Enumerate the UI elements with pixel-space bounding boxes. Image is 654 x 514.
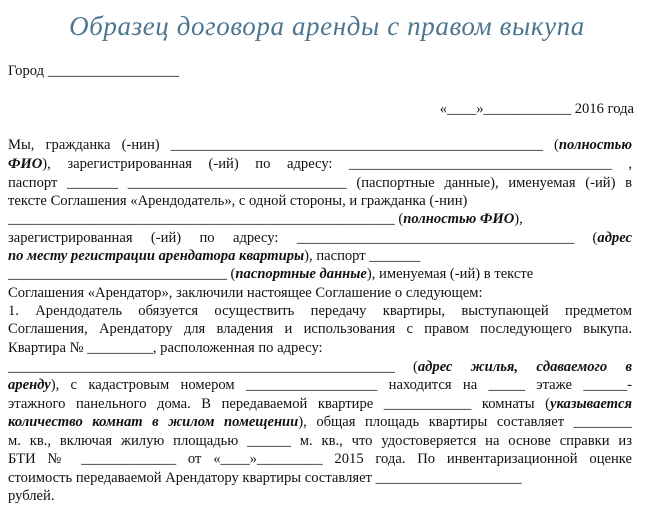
text-run: ), паспорт _______ <box>304 248 421 264</box>
text-run: Мы, гражданка (-нин) ___________________________________________________ ( <box>8 137 559 153</box>
body-line-13 <box>8 358 632 376</box>
emphasized-text: количество комнат в жилом помещении <box>8 414 299 430</box>
text-run: тексте Соглашения «Арендодатель», с одной стороны, и гражданка (-нин) <box>8 193 468 209</box>
text-run: ), зарегистрированная (-ий) по адресу: ____________________________________ , <box>42 156 632 172</box>
text-run: паспорт _______ ______________________________ (паспортные данные), именуемая (-ий) в <box>8 175 632 191</box>
text-run: ), именуемая (-ий) в тексте <box>366 266 534 282</box>
text-run: _____________________________________________________ ( <box>8 211 404 227</box>
emphasized-text: указывается <box>550 396 632 412</box>
text-run: Соглашения, Арендатору для владения и использования с правом последующего выкупа. <box>8 321 632 337</box>
city-line: Город __________________ <box>8 63 180 79</box>
text-run: рублей. <box>8 488 55 504</box>
body-line-20 <box>8 487 55 505</box>
body-line-18 <box>8 450 632 468</box>
body-line-11 <box>8 320 632 338</box>
emphasized-text: аренду <box>8 377 51 393</box>
text-run: ), общая площадь квартиры составляет ________ <box>298 414 632 430</box>
emphasized-text: адрес жилья, сдаваемого в <box>417 359 632 375</box>
body-line-5 <box>8 210 523 228</box>
document-title: Образец договора аренды с правом выкупа <box>69 11 585 41</box>
emphasized-text: по месту регистрации арендатора квартиры <box>8 248 305 264</box>
body-line-15 <box>8 395 632 413</box>
text-run: БТИ № _____________ от «____»_________ 2015 года. По инвентаризационной оценке <box>8 451 632 467</box>
text-run: ), с кадастровым номером __________________ находится на _____ этаже ______- <box>50 377 632 393</box>
emphasized-text: паспортные данные <box>235 266 367 282</box>
emphasized-text: полностью <box>558 137 632 153</box>
emphasized-text: ФИО <box>8 156 43 172</box>
body-line-17 <box>8 432 632 450</box>
body-line-10 <box>8 302 632 320</box>
body-line-14 <box>8 376 632 394</box>
body-line-1 <box>8 136 632 154</box>
text-run: ______________________________ ( <box>8 266 236 282</box>
body-line-2 <box>8 155 632 173</box>
emphasized-text: адрес <box>597 230 632 246</box>
body-line-16 <box>8 413 632 431</box>
text-run: Квартира № _________, расположенная по адресу: <box>8 340 323 356</box>
text-run: зарегистрированная (-ий) по адресу: ______________________________________ ( <box>8 230 598 246</box>
body-line-12 <box>8 339 323 357</box>
text-run: Соглашения «Арендатор», заключили настоящее Соглашение о следующем: <box>8 285 483 301</box>
text-run: ), <box>514 211 523 227</box>
body-line-4 <box>8 192 467 210</box>
emphasized-text: полностью ФИО <box>403 211 515 227</box>
text-run: м. кв., включая жилую площадью ______ м. кв., что удостоверяется на основе справки из <box>8 433 632 449</box>
text-run: 1. Арендодатель обязуется осуществить передачу квартиры, выступающей предметом <box>8 303 632 319</box>
body-line-3 <box>8 174 632 192</box>
body-line-7 <box>8 247 420 265</box>
date-line: «____»____________ 2016 года <box>439 101 634 117</box>
text-run: этажного панельного дома. В передаваемой квартире ____________ комнаты ( <box>8 396 551 412</box>
text-run: _____________________________________________________ ( <box>8 359 418 375</box>
body-line-9 <box>8 284 483 302</box>
body-line-6 <box>8 229 632 247</box>
body-line-8 <box>8 265 533 283</box>
text-run: стоимость передаваемой Арендатору квартиры составляет ____________________ <box>8 470 522 486</box>
body-line-19 <box>8 469 522 487</box>
